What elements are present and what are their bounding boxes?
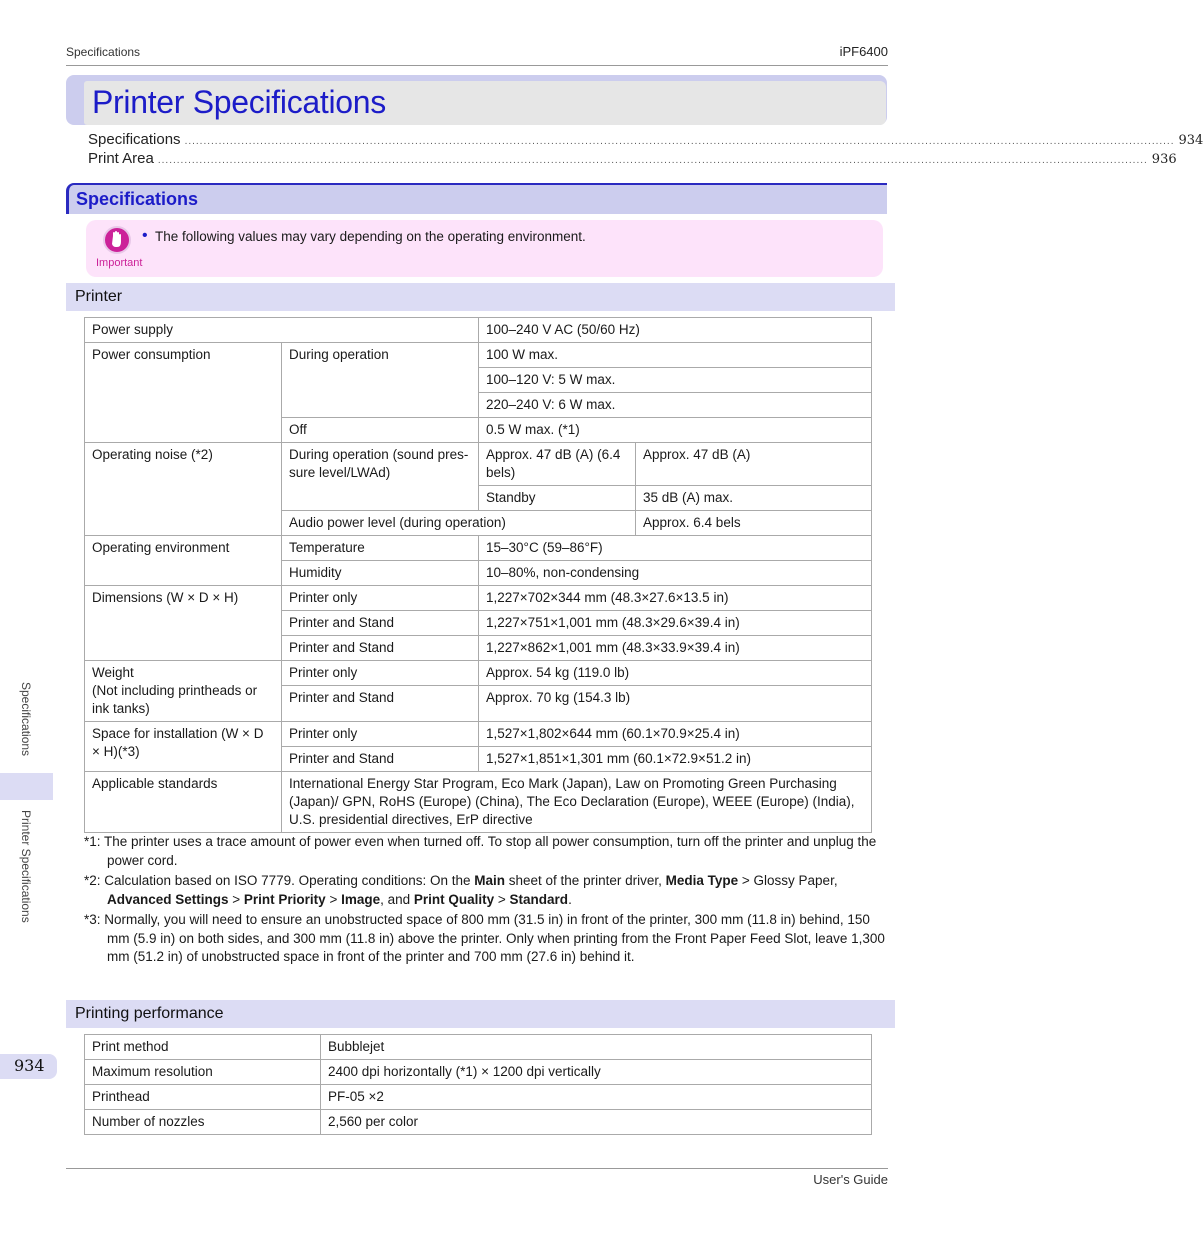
toc-leader: ...................................................................................................................................................................................................................................................................... (157, 155, 1148, 166)
table-cell: Temperature (282, 536, 479, 561)
table-cell: 1,527×1,802×644 mm (60.1×70.9×25.4 in) (479, 722, 872, 747)
bullet: • (142, 227, 148, 244)
table-cell: 1,227×751×1,001 mm (48.3×29.6×39.4 in) (479, 611, 872, 636)
note-bold: Print Priority (243, 891, 326, 907)
note-bold: Print Quality (413, 891, 495, 907)
note-text: *2: Calculation based on ISO 7779. Operating conditions: On the (84, 873, 475, 888)
note-bold: Image (341, 891, 381, 907)
table-cell: Printer only (282, 586, 479, 611)
footnotes (84, 833, 890, 969)
table-cell: Off (282, 418, 479, 443)
note-text: > Glossy Paper, (738, 873, 838, 888)
note-bold: Media Type (665, 873, 739, 888)
subheading-bar-printer (66, 283, 895, 311)
table-cell: During operation (282, 343, 479, 418)
table-row (85, 1035, 872, 1060)
table-cell: Printer and Stand (282, 747, 479, 772)
table-cell: International Energy Star Program, Eco Mark (Japan), Law on Promoting Green Purchasing (Japan)/ GPN, RoHS (Europe) (China), The Eco Declaration (Europe), WEEE (Europe) (India), U.S. presidential directives, ErP directive (282, 772, 872, 833)
important-text: The following values may vary depending on the operating environment. (155, 229, 586, 244)
table-cell: Approx. 54 kg (119.0 lb) (479, 661, 872, 686)
running-header-model: iPF6400 (839, 44, 888, 59)
note-text: > (228, 891, 244, 907)
table-cell: 15–30°C (59–86°F) (479, 536, 872, 561)
table-cell: 100–120 V: 5 W max. (479, 368, 872, 393)
table-row (85, 443, 872, 486)
table-row (85, 318, 872, 343)
table-cell (85, 661, 282, 722)
table-cell: 100–240 V AC (50/60 Hz) (479, 318, 872, 343)
toc-label: Specifications (88, 131, 181, 148)
printer-spec-table (84, 317, 872, 833)
note-text: . (568, 891, 572, 907)
footnote-3: *3: Normally, you will need to ensure an unobstructed space of 800 mm (31.5 in) in front of the printer, 300 mm (11.8 in) behind, 150 mm (5.9 in) on both sides, and 300 mm (11.8 in) above the printer. Only when printing from the Front Paper Feed Slot, leave 1,300 mm (51.2 in) of unobstructed space in front of the printer and 700 mm (27.6 in) behind it. (84, 912, 885, 964)
note-text: > (494, 891, 510, 907)
table-row (85, 772, 872, 833)
footer-rule (66, 1168, 888, 1169)
page-title: Printer Specifications (92, 84, 386, 120)
table-cell: Number of nozzles (85, 1110, 321, 1135)
table-cell: Maximum resolution (85, 1060, 321, 1085)
note-bold: Standard (509, 891, 569, 907)
table-cell: Operating environment (85, 536, 282, 586)
table-row (85, 1085, 872, 1110)
header-rule (66, 65, 888, 66)
running-header-section: Specifications (66, 45, 141, 59)
performance-table (84, 1034, 872, 1135)
side-label-chapter: Printer Specifications (19, 810, 33, 923)
table-cell: 1,527×1,851×1,301 mm (60.1×72.9×51.2 in) (479, 747, 872, 772)
table-cell: PF-05 ×2 (321, 1085, 872, 1110)
table-cell: 35 dB (A) max. (636, 486, 872, 511)
table-cell: Printer and Stand (282, 611, 479, 636)
table-cell: 100 W max. (479, 343, 872, 368)
footnote-2 (84, 872, 890, 909)
table-cell: 1,227×862×1,001 mm (48.3×33.9×39.4 in) (479, 636, 872, 661)
note-text: sheet of the printer driver, (505, 873, 666, 888)
table-cell: 2,560 per color (321, 1110, 872, 1135)
table-cell: During operation (sound pres-sure level/LWAd) (282, 443, 479, 511)
table-row (85, 343, 872, 368)
table-row (85, 536, 872, 561)
hand-stop-icon (103, 226, 131, 254)
note-bold: Main (474, 873, 506, 888)
table-cell: 0.5 W max. (*1) (479, 418, 872, 443)
important-label: Important (96, 257, 143, 269)
table-cell: Print method (85, 1035, 321, 1060)
table-cell: Bubblejet (321, 1035, 872, 1060)
table-cell: Printer and Stand (282, 636, 479, 661)
table-cell: 1,227×702×344 mm (48.3×27.6×13.5 in) (479, 586, 872, 611)
table-cell: 2400 dpi horizontally (*1) × 1200 dpi vertically (321, 1060, 872, 1085)
table-cell: Printer and Stand (282, 686, 479, 722)
table-row (85, 1060, 872, 1085)
table-cell: Power supply (85, 318, 479, 343)
table-row (85, 661, 872, 686)
table-cell: Printer only (282, 722, 479, 747)
table-cell: Audio power level (during operation) (282, 511, 636, 536)
footnote-1: *1: The printer uses a trace amount of power even when turned off. To stop all power consumption, turn off the printer and unplug the power cord. (84, 834, 877, 868)
table-cell: Approx. 6.4 bels (636, 511, 872, 536)
table-cell: Dimensions (W × D × H) (85, 586, 282, 661)
toc-entry-print-area[interactable] (88, 150, 1177, 167)
table-cell: Printer only (282, 661, 479, 686)
table-cell: Printhead (85, 1085, 321, 1110)
note-bold: Advanced Settings (107, 891, 229, 907)
subheading-printer: Printer (75, 288, 123, 305)
toc-leader: ...................................................................................................................................................................................................................................................................... (184, 136, 1175, 147)
table-cell: Approx. 47 dB (A) (6.4 bels) (479, 443, 636, 486)
table-row (85, 722, 872, 747)
table-row (85, 1110, 872, 1135)
weight-label: Weight (92, 665, 134, 680)
page-number: 934 (14, 1056, 45, 1075)
table-cell: Applicable standards (85, 772, 282, 833)
table-cell: Approx. 47 dB (A) (636, 443, 872, 486)
side-label-section: Specifications (19, 682, 33, 757)
toc-label: Print Area (88, 150, 154, 167)
toc-entry-specifications[interactable] (88, 131, 1203, 148)
weight-sublabel: (Not including printheads or ink tanks) (92, 683, 258, 716)
note-text: , and (380, 891, 414, 907)
toc-page: 934 (1178, 133, 1203, 148)
subheading-performance: Printing performance (75, 1005, 224, 1022)
note-text: > (325, 891, 342, 907)
side-tab-marker (0, 773, 53, 800)
table-cell: Humidity (282, 561, 479, 586)
table-cell: Space for installation (W × D × H)(*3) (85, 722, 282, 772)
section-heading: Specifications (76, 189, 199, 209)
table-cell: Standby (479, 486, 636, 511)
table-cell: 220–240 V: 6 W max. (479, 393, 872, 418)
table-cell: Approx. 70 kg (154.3 lb) (479, 686, 872, 722)
table-cell: Operating noise (*2) (85, 443, 282, 536)
table-cell: 10–80%, non-condensing (479, 561, 872, 586)
table-cell: Power consumption (85, 343, 282, 443)
footer-guide-name: User's Guide (813, 1172, 888, 1187)
table-row (85, 586, 872, 611)
toc-page: 936 (1151, 152, 1177, 167)
